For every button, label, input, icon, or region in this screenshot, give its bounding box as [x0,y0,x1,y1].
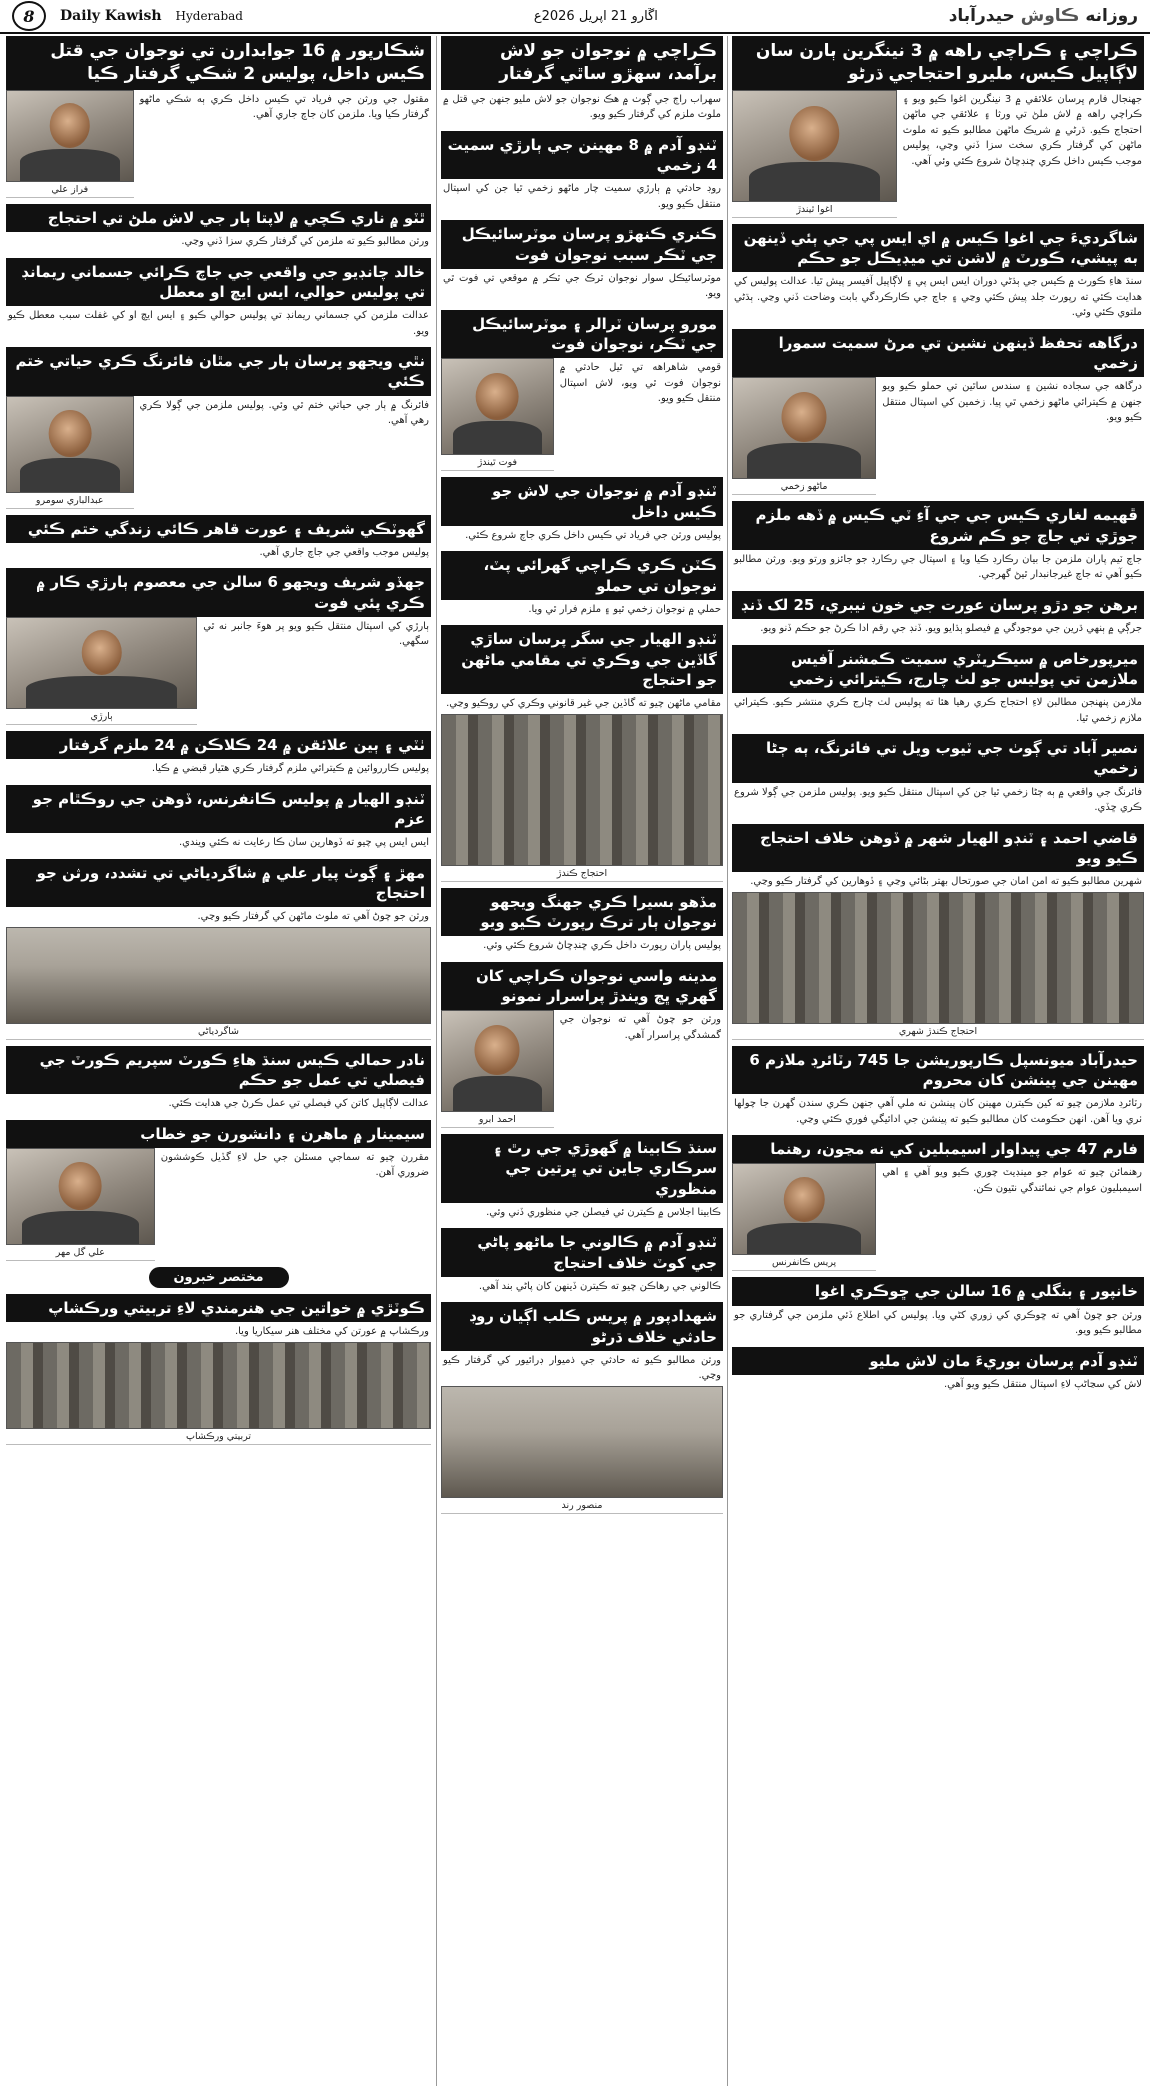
story-headline[interactable]: ٽنڊو آدم ۾ ڪالوني جا ماڻهو پاڻي جي کوٽ خلاف احتجاج [441,1228,723,1277]
portrait-head [475,1025,520,1075]
portrait-shoulders [747,443,861,478]
news-story [6,36,431,198]
page-number: 8 [12,1,46,31]
news-story [441,1134,723,1222]
city-en: Hyderabad [175,9,243,23]
news-story [6,1046,431,1114]
news-story [6,731,431,779]
story-body: عدالت ملزمن کي جسماني ريمانڊ تي پوليس حوالي ڪيو ۽ ايس ايچ او کي غفلت سبب معطل ڪيو ويو. [8,310,429,337]
photo-block [6,1148,155,1261]
photo-block [441,1010,554,1128]
story-body: درگاهه جي سجاده نشين ۽ سندس ساٿين تي حملو ڪيو ويو جنهن ۾ ڪيترائي ماڻهو زخمي ٿي پيا. زخمين کي اسپتال منتقل ڪيو ويو. [882,381,1142,424]
news-story [441,477,723,545]
news-story [732,329,1144,496]
photo-caption: شاگردياڻي [6,1024,431,1040]
news-photo [6,617,197,709]
news-story [441,310,723,472]
news-story [732,1277,1144,1340]
section-badge: مختصر خبرون [149,1267,289,1288]
news-story [732,824,1144,1040]
photo-caption: تربيتي ورڪشاپ [6,1429,431,1445]
story-headline[interactable]: مڏهو بسيرا ڪري جهنگ ويجهو نوجوان ٻار ترڪ رپورٽ ڪيو ويو [441,888,723,937]
story-headline[interactable]: ڪراچي ۾ نوجوان جو لاش برآمد، سهڙو ساٿي گرفتار [441,36,723,90]
news-photo [441,1010,554,1112]
story-body: شهرين مطالبو ڪيو ته امن امان جي صورتحال بهتر بڻائي وڃي ۽ ڏوهارين کي گرفتار ڪيو وڃي. [750,876,1142,888]
news-story [441,962,723,1129]
story-content [441,1010,723,1128]
news-story [441,131,723,215]
photo-caption: احتجاج ڪندڙ شهري [732,1024,1144,1040]
photo-caption: عبدالباري سومرو [6,493,134,509]
story-content [441,358,723,471]
news-story [6,785,431,853]
portrait-shoulders [747,1223,861,1255]
story-body: ورثن مطالبو ڪيو ته ملزمن کي گرفتار ڪري سزا ڏني وڃي. [181,236,429,248]
portrait-head [790,106,840,161]
story-headline[interactable]: ٿٽو ۾ ناري ڪچي ۾ لاپتا ٻار جي لاش ملڻ تي احتجاج [6,204,431,232]
story-headline[interactable]: قاضي احمد ۽ ٽنڊو الهيار شهر ۾ ڏوهن خلاف احتجاج ڪيو ويو [732,824,1144,873]
story-headline[interactable]: شڪارپور ۾ 16 جوابدارن تي نوجوان جي قتل ڪيس داخل، پوليس 2 شڪي گرفتار ڪيا [6,36,431,90]
story-headline[interactable]: ٽنڊو آدم پرسان بوريءَ مان لاش مليو [732,1347,1144,1375]
news-photo [732,377,876,479]
story-content [6,90,431,198]
story-body: مقررن چيو ته سماجي مسئلن جي حل لاءِ گڏيل ڪوششون ضروري آهن. [160,1151,429,1179]
story-body: پوليس ورثن جي فرياد تي ڪيس داخل ڪري جاچ شروع ڪئي. [465,529,721,541]
story-headline[interactable]: شهدادپور ۾ پريس ڪلب اڳيان روڊ حادثي خلاف ڌرڻو [441,1302,723,1351]
photo-block [732,90,897,218]
story-headline[interactable]: مدينه واسي نوجوان ڪراچي کان گهري ڀڄ ويندڙ پراسرار نمونو [441,962,723,1011]
story-headline[interactable]: ٽنڊو الهيار جي سگر پرسان ساڙي گاڏين جي وڪري تي مقامي ماڻهن جو احتجاج [441,625,723,694]
story-headline[interactable]: ٽنڊو آدم ۾ نوجوان جي لاش جو ڪيس داخل [441,477,723,526]
story-body: رهنمائن چيو ته عوام جو مينڊيٽ چوري ڪيو ويو آهي ۽ اهي اسيمبليون عوام جي نمائندگي نٿيون ڪن. [882,1167,1142,1194]
masthead [0,0,1150,34]
news-story [6,859,431,1040]
story-content [732,377,1144,495]
photo-block [441,1386,723,1514]
news-story [732,501,1144,585]
news-story [441,625,723,881]
photo-block [732,1163,876,1271]
story-body: مقتول جي ورثن جي فرياد تي ڪيس داخل ڪري ٻه شڪي ماڻهو گرفتار ڪيا ويا. ملزمن کان جاچ جاري آهي. [139,93,429,121]
story-headline[interactable]: ڪوٽڙي ۾ خواتين جي هنرمندي لاءِ تربيتي ورڪشاپ [6,1294,431,1322]
photo-caption: احمد ابرو [441,1112,554,1128]
news-photo [732,892,1144,1024]
photo-caption: علي گل مهر [6,1245,155,1261]
story-headline[interactable]: نٿي ويجهو پرسان ٻار جي مٿان فائرنگ ڪري حياتي ختم ڪئي [6,347,431,396]
photo-caption: فراز علي [6,182,134,198]
news-photo [441,1386,723,1498]
news-story [441,1302,723,1514]
photo-caption: ماڻهو زخمي [732,479,876,495]
story-body: عدالت لاڳاپيل کاتن کي فيصلي تي عمل ڪرڻ جي هدايت ڪئي. [168,1098,429,1110]
portrait-shoulders [453,1076,542,1111]
photo-caption: منصور رند [441,1498,723,1514]
photo-caption: پريس ڪانفرنس [732,1255,876,1271]
story-body: ورثن جو چوڻ آهي ته ڇوڪري کي زوري کڻي ويا. پوليس کي اطلاع ڏئي ملزمن جي گرفتاري جو مطالبو ڪيو ويو. [734,1309,1142,1337]
story-body: ورثن مطالبو ڪيو ته حادثي جي ذميوار ڊرائيور کي گرفتار ڪيو وڃي. [443,1354,721,1382]
news-story [732,591,1144,639]
story-headline[interactable]: گهوٽڪي شريف ۽ عورت قاهر ڪائي زندگي ختم ڪئي [6,515,431,543]
story-body: ڪابينا اجلاس ۾ ڪيترن ئي فيصلن جي منظوري ڏني وئي. [486,1206,721,1218]
story-body: روڊ حادثي ۾ ٻارڙي سميت چار ماڻهو زخمي ٿيا جن کي اسپتال منتقل ڪيو ويو. [443,183,721,210]
news-story [732,224,1144,323]
news-photo [441,714,723,866]
photo-block [732,377,876,495]
story-headline[interactable]: ٽنڊو آدم ۾ 8 مهينن جي ٻارڙي سميت 4 زخمي [441,131,723,180]
story-headline[interactable]: حيدرآباد ميونسپل ڪارپوريشن جا 745 رٽائرڊ ملازم 6 مهينن جي پينشن کان محروم [732,1046,1144,1095]
news-story [441,36,723,125]
masthead-left [12,1,243,31]
portrait-head [784,1177,825,1222]
news-photo [441,358,554,455]
news-story [732,1046,1144,1130]
story-body: جرڳي ۾ ٻنهي ڌرين جي موجودگي ۾ فيصلو ٻڌايو ويو. ڏنڊ جي رقم ادا ڪرڻ جو حڪم ڏنو ويو. [760,623,1142,635]
photo-block [732,892,1144,1040]
story-content [732,90,1144,218]
news-story [441,551,723,619]
photo-block [6,617,197,725]
story-headline[interactable]: نصير آباد تي ڳوٺ جي ٽيوب ويل تي فائرنگ، ٻه ڄڻا زخمي [732,734,1144,783]
portrait-head [59,1162,102,1210]
story-headline[interactable]: ٺٽي ۽ ٻين علائقن ۾ 24 ڪلاڪن ۾ 24 ملزم گرفتار [6,731,431,759]
story-body: سنڌ هاءِ ڪورٽ ۾ ڪيس جي ٻڌڻي دوران ايس ايس پي ۽ لاڳاپيل آفيسر پيش ٿيا. عدالت پوليس کي هدايت ڪئي ته رپورٽ جلد پيش ڪئي وڃي ۽ جاچ جي ڪارڪردگي بابت وضاحت ڏني وڃي. ٻڌڻي ملتوي ڪئي وئي. [734,276,1142,319]
news-story [441,220,723,304]
news-story [6,258,431,342]
news-story [732,734,1144,818]
story-body: ڪالوني جي رهاڪن چيو ته ڪيترن ڏينهن کان پاڻي بند آهي. [478,1280,721,1292]
portrait-head [782,392,827,442]
story-body: فائرنگ ۾ ٻار جي حياتي ختم ٿي وئي. پوليس ملزمن جي ڳولا ڪري رهي آهي. [139,399,429,427]
story-headline[interactable]: خانپور ۽ بنگلي ۾ 16 سالن جي ڇوڪري اغوا [732,1277,1144,1305]
story-headline[interactable]: برهن جو دڙو پرسان عورت جي خون نيبري، 25 لک ڏنڊ [732,591,1144,619]
news-photo [732,1163,876,1255]
story-headline[interactable]: شاگرديءَ جي اغوا ڪيس ۾ اي ايس پي جي ٻئي ڏينهن به پيشي، ڪورٽ ۾ لاشن تي ميڊيڪل جو حڪم [732,224,1144,273]
story-body: پوليس موجب واقعي جي جاچ جاري آهي. [259,546,429,558]
story-body: فائرنگ جي واقعي ۾ ٻه ڄڻا زخمي ٿيا جن کي اسپتال منتقل ڪيو ويو. پوليس ملزمن جي ڳولا شروع ڪري ڇڏي. [734,786,1142,814]
news-story [732,1135,1144,1271]
story-body: ورڪشاپ ۾ عورتن کي مختلف هنر سيکاريا ويا. [234,1326,429,1338]
paper-name-sd-prefix: روزانه [1085,6,1138,26]
city-sd: حيدرآباد [948,6,1015,26]
news-story [6,515,431,563]
news-photo [6,90,134,182]
photo-block [6,927,431,1040]
story-headline[interactable]: خالد چانڊيو جي واقعي جي جاچ ڪرائي جسماني ريمانڊ تي پوليس حوالي، ايس ايچ او معطل [6,258,431,307]
story-headline[interactable]: ڦهيمه لغاري ڪيس جي جي آءِ ٽي ڪيس ۾ ڏهه ملزم جوڙي تي جاچ جو ڪم شروع [732,501,1144,550]
story-body: قومي شاهراهه تي ٿيل حادثي ۾ نوجوان فوت ٿي ويو، لاش اسپتال منتقل ڪيو ويو. [559,362,721,405]
story-body: ورثن جو چوڻ آهي ته ملوث ماڻهن کي گرفتار ڪيو وڃي. [197,911,429,923]
story-body: ملازمن پنهنجن مطالبن لاءِ احتجاج ڪري رهيا هئا ته پوليس لٺ چارج ڪري منتشر ڪيو. ڪيترائي ملازم زخمي ٿيا. [734,697,1142,724]
story-content [6,396,431,509]
story-body: ايس ايس پي چيو ته ڏوهارين سان ڪا رعايت نه ڪئي ويندي. [178,837,429,849]
story-headline[interactable]: ميرپورخاص ۾ سيڪريٽري سميت ڪمشنر آفيس ملازمن تي پوليس جو لٺ چارج، ڪيترائي زخمي [732,645,1144,694]
portrait-head [48,410,91,458]
paper-name-en: Daily Kawish [60,8,162,24]
story-headline[interactable]: جهڏو شريف ويجهو 6 سالن جي معصوم ٻارڙي ڪار ۾ ڪري پئي فوت [6,568,431,617]
story-headline[interactable]: ڪنري ڪنهڙو پرسان موٽرسائيڪل جي ٽڪر سبب نوجوان فوت [441,220,723,269]
news-story [6,1267,431,1288]
story-body: جاچ ٽيم پاران ملزمن جا بيان رڪارڊ ڪيا ويا ۽ اسپتال جي رڪارڊ جو جائزو ورتو ويو. ورثن مطالبو ڪيو آهي ته جاچ غيرجانبدار ٿيڻ گهرجي. [734,553,1142,581]
story-body: سهراب راڄ جي ڳوٺ ۾ هڪ نوجوان جو لاش مليو جنهن جي قتل ۾ ملوث ملزم کي گرفتار ڪيو ويو. [443,93,721,121]
news-story [6,347,431,509]
column-left [2,36,435,2086]
news-story [441,1228,723,1296]
paper-name-sd: ڪاوش [1020,6,1080,26]
portrait-head [476,373,519,421]
story-body: موٽرسائيڪل سوار نوجوان ٽرڪ جي ٽڪر ۾ موقعي تي فوت ٿي ويو. [443,272,721,300]
news-photo [732,90,897,202]
story-body: پوليس پاران رپورٽ داخل ڪري ڇنڊڇاڻ شروع ڪئي وئي. [483,940,721,952]
story-content [732,1163,1144,1271]
photo-caption: احتجاج ڪندڙ [441,866,723,882]
portrait-shoulders [20,458,120,491]
portrait-head [50,103,91,148]
portrait-head [81,630,122,675]
story-headline[interactable]: نادر حمالي ڪيس سنڌ هاءِ ڪورٽ سپريم ڪورٽ جي فيصلي تي عمل جو حڪم [6,1046,431,1095]
news-photo [6,1342,431,1429]
issue-date: اڱارو 21 اپريل 2026ع [533,8,658,24]
news-story [6,204,431,252]
photo-block [441,714,723,882]
story-body: ٻارڙي کي اسپتال منتقل ڪيو ويو پر هوءَ جانبر نه ٿي سگهي. [203,620,429,648]
story-headline[interactable]: ٽنڊو الهيار ۾ پوليس ڪانفرنس، ڏوهن جي روڪٿام جو عزم [6,785,431,834]
news-story [732,1347,1144,1395]
news-story [6,1120,431,1261]
portrait-shoulders [453,421,542,454]
photo-caption: فوت ٿيندڙ [441,455,554,471]
masthead-right [949,6,1138,26]
photo-block [6,396,134,509]
news-photo [6,927,431,1024]
story-content [6,1148,431,1261]
news-story [732,36,1144,218]
portrait-shoulders [26,676,177,708]
portrait-shoulders [20,149,120,181]
story-headline[interactable]: مورو پرسان ٽرالر ۽ موٽرسائيڪل جي ٽڪر، نوجوان فوت [441,310,723,359]
story-headline[interactable]: مهڙ ۽ ڳوٺ پيار علي ۾ شاگردياڻي تي تشدد، ورثن جو احتجاج [6,859,431,908]
portrait-shoulders [22,1211,139,1244]
story-headline[interactable]: درگاهه تحفظ ڏينهن نشين تي مرڻ سميت سمورا زخمي [732,329,1144,378]
story-headline[interactable]: ڪراچي ۽ ڪراچي راهه ۾ 3 نينگرين ٻارن سان لاڳاپيل ڪيس، مليرو احتجاجي ڌرڻو [732,36,1144,90]
news-photo [6,396,134,493]
column-right [728,36,1148,2086]
story-content [6,617,431,725]
story-body: پوليس ڪارروائين ۾ ڪيترائي ملزم گرفتار ڪري هٿيار قبضي ۾ ڪيا. [151,763,429,775]
story-body: لاش کي سڃاڻپ لاءِ اسپتال منتقل ڪيو ويو آهي. [943,1378,1142,1390]
photo-caption: اغوا ٿيندڙ [732,202,897,218]
news-photo [6,1148,155,1245]
story-body: حملي ۾ نوجوان زخمي ٿيو ۽ ملزم فرار ٿي ويا. [528,603,721,615]
story-headline[interactable]: سيمينار ۾ ماهرن ۽ دانشورن جو خطاب [6,1120,431,1148]
story-body: جهنجال فارم ڀرسان علائقي ۾ 3 نينگرين اغوا ڪيو ويو ۽ ڪراچي راهه ۾ لاش ملڻ تي ورثا ۽ علائقي جي ماڻهن احتجاج ڪيو. ڌرڻي ۾ شريڪ ماڻهن مطالبو ڪيو ته ملوث ماڻهن کي گرفتار ڪري سخت سزا ڏني وڃي، پوليس موجب ڪيس داخل ڪري ڇنڊڇاڻ شروع ڪئي وئي آهي. [902,93,1143,167]
photo-block [6,1342,431,1445]
story-headline[interactable]: فارم 47 جي پيداوار اسيمبلين کي نه مڃون، رهنما [732,1135,1144,1163]
story-headline[interactable]: سنڌ ڪابينا ۾ گهوڙي جي رٿ ۽ سرڪاري جاين تي ڀرتين جي منظوري [441,1134,723,1203]
portrait-shoulders [749,162,879,201]
photo-block [6,90,134,198]
story-headline[interactable]: ڪٽن ڪري ڪراچي گهرائي پٽ، نوجوان تي حملو [441,551,723,600]
news-story [6,568,431,725]
news-story [6,1294,431,1445]
news-story [441,888,723,956]
column-middle [437,36,727,2086]
story-body: مقامي ماڻهن چيو ته گاڏين جي غير قانوني وڪري کي روڪيو وڃي. [446,698,721,710]
news-story [732,645,1144,729]
photo-caption: ٻارڙي [6,709,197,725]
story-body: رٽائرڊ ملازمن چيو ته کين ڪيترن مهينن کان پينشن نه ملي آهي جنهن ڪري سندن گهرن جا چولها ٺري ويا آهن. انهن حڪومت کان مطالبو ڪيو ته پينشن جي ادائيگي فوري ڪئي وڃي. [734,1098,1142,1125]
story-body: ورثن جو چوڻ آهي ته نوجوان جي گمشدگي پراسرار آهي. [559,1014,721,1041]
photo-block [441,358,554,471]
